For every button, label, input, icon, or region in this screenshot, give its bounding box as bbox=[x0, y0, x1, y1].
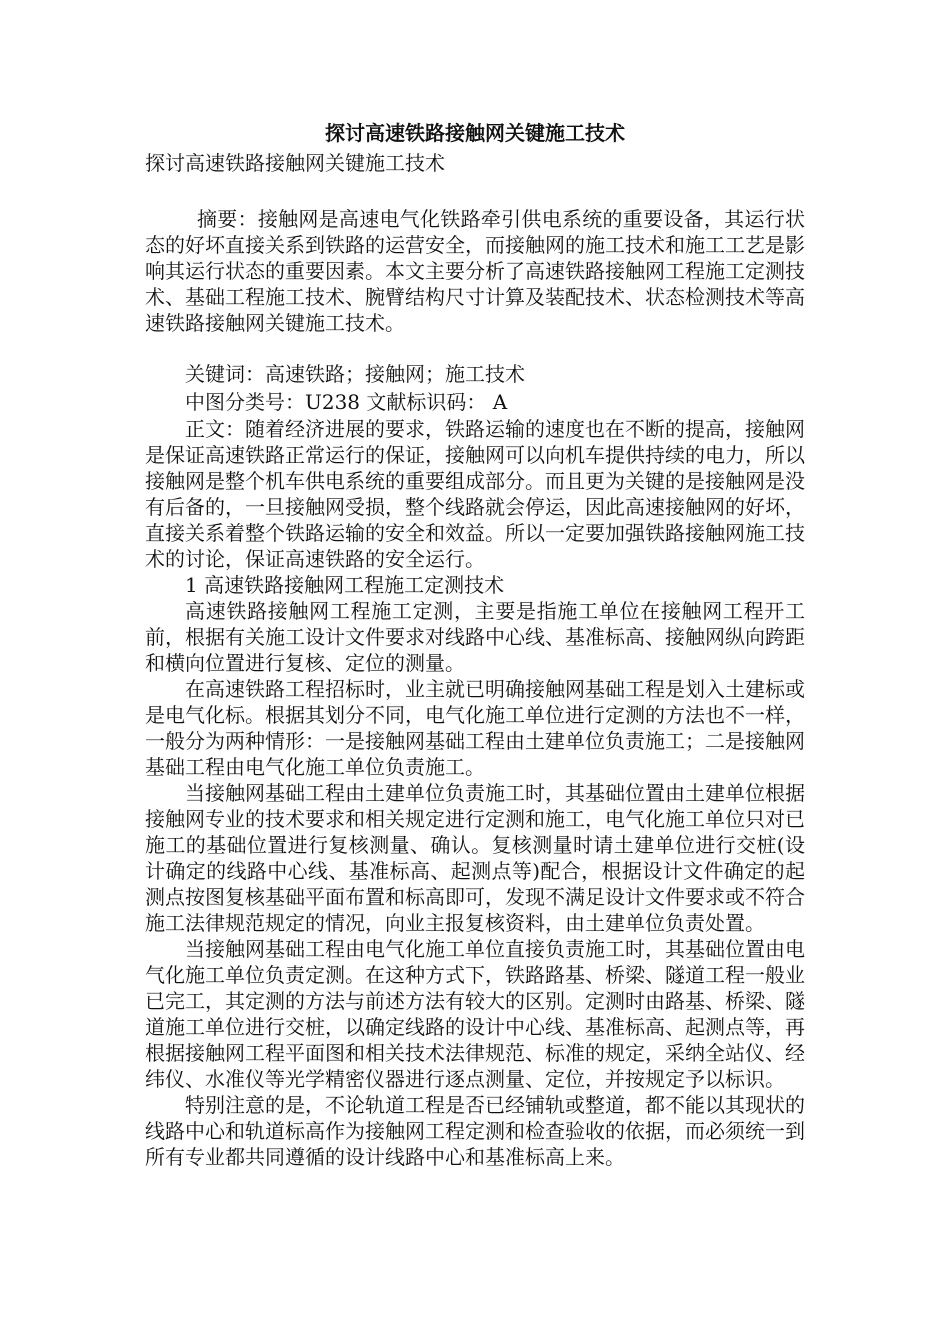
classification-line: 中图分类号：U238 文献标识码： A bbox=[185, 390, 508, 414]
keywords-line: 关键词：高速铁路；接触网；施工技术 bbox=[185, 362, 525, 386]
body-paragraph: 当接触网基础工程由土建单位负责施工时，其基础位置由土建单位根据接触网专业的技术要求和相关规定进行定测和施工，电气化施工单位只对已施工的基础位置进行复核测量、确认。复核测量时请土建单位进行交桩(设计确定的线路中心线、基准标高、起测点等)配合，根据设计文件确定的起测点按图复核基础平面布置和标高即可，发现不满足设计文件要求或不符合施工法律规范规定的情况，向业主报复核资料，由土建单位负责处置。 bbox=[145, 781, 805, 935]
body-paragraph: 当接触网基础工程由电气化施工单位直接负责施工时，其基础位置由电气化施工单位负责定测。在这种方式下，铁路路基、桥梁、隧道工程一般业已完工，其定测的方法与前述方法有较大的区别。定测时由路基、桥梁、隧道施工单位进行交桩，以确定线路的设计中心线、基准标高、起测点等，再根据接触网工程平面图和相关技术法律规范、标准的规定，采纳全站仪、经纬仪、水准仪等光学精密仪器进行逐点测量、定位，并按规定予以标识。 bbox=[145, 937, 805, 1091]
document-title: 探讨高速铁路接触网关键施工技术 bbox=[325, 121, 625, 145]
abstract-paragraph: 摘要：接触网是高速电气化铁路牵引供电系统的重要设备，其运行状态的好坏直接关系到铁路的运营安全，而接触网的施工技术和施工工艺是影响其运行状态的重要因素。本文主要分析了高速铁路接触网工程施工定测技术、基础工程施工技术、腕臂结构尺寸计算及装配技术、状态检测技术等高速铁路接触网关键施工技术。 bbox=[145, 207, 805, 335]
document-page bbox=[145, 118, 805, 1170]
body-paragraph: 在高速铁路工程招标时，业主就已明确接触网基础工程是划入土建标或是电气化标。根据其划分不同，电气化施工单位进行定测的方法也不一样，一般分为两种情形：一是接触网基础工程由土建单位负责施工；二是接触网基础工程由电气化施工单位负责施工。 bbox=[145, 677, 805, 779]
body-paragraph: 特别注意的是，不论轨道工程是否已经铺轨或整道，都不能以其现状的线路中心和轨道标高作为接触网工程定测和检查验收的依据，而必须统一到所有专业都共同遵循的设计线路中心和基准标高上来。 bbox=[145, 1093, 805, 1169]
document-subtitle: 探讨高速铁路接触网关键施工技术 bbox=[145, 151, 445, 175]
section-heading-1: 1 高速铁路接触网工程施工定测技术 bbox=[185, 573, 505, 597]
body-paragraph-intro: 正文：随着经济进展的要求，铁路运输的速度也在不断的提高，接触网是保证高速铁路正常运行的保证，接触网可以向机车提供持续的电力，所以接触网是整个机车供电系统的重要组成部分。而且更为关键的是接触网是没有后备的，一旦接触网受损，整个线路就会停运，因此高速接触网的好坏，直接关系着整个铁路运输的安全和效益。所以一定要加强铁路接触网施工技术的讨论，保证高速铁路的安全运行。 bbox=[145, 417, 805, 571]
body-paragraph: 高速铁路接触网工程施工定测，主要是指施工单位在接触网工程开工前，根据有关施工设计文件要求对线路中心线、基准标高、接触网纵向跨距和横向位置进行复核、定位的测量。 bbox=[145, 599, 805, 675]
